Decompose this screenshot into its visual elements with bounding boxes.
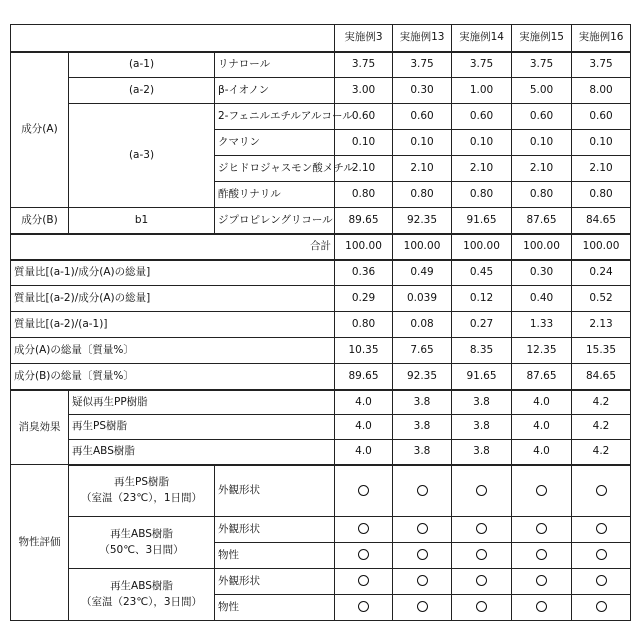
a3-name: 2-フェニルエチルアルコール: [215, 104, 335, 130]
a3-value: 2.10: [335, 156, 393, 182]
ratio-value: 2.13: [572, 312, 631, 338]
property-resin: 再生PS樹脂: [114, 476, 169, 488]
deodorant-value: 4.2: [572, 440, 631, 465]
a1-value: 3.75: [572, 52, 631, 78]
row-a2: [11, 78, 631, 104]
header-col-5: 実施例16: [572, 25, 631, 52]
property-item: 外観形状: [215, 569, 335, 595]
pass-mark-icon: [512, 595, 572, 621]
b1-value: 89.65: [335, 208, 393, 234]
ratio-value: 12.35: [512, 338, 572, 364]
deodorant-value: 3.8: [452, 415, 512, 440]
row-b1: [11, 208, 631, 234]
a2-value: 1.00: [452, 78, 512, 104]
pass-mark-icon: [335, 569, 393, 595]
ratio-value: 0.12: [452, 286, 512, 312]
pass-mark-icon: [452, 569, 512, 595]
ratio-value: 0.30: [512, 260, 572, 286]
header-blank-cell: [11, 25, 335, 52]
property-item: 外観形状: [215, 517, 335, 543]
row-ratio-2: [11, 286, 631, 312]
ratio-label: 質量比[(a-2)/成分(A)の総量]: [11, 286, 335, 312]
a3-value: 0.80: [452, 182, 512, 208]
ratio-label: 質量比[(a-2)/(a-1)]: [11, 312, 335, 338]
a3-name: 酢酸リナリル: [215, 182, 335, 208]
a3-name: クマリン: [215, 130, 335, 156]
deodorant-value: 4.0: [335, 390, 393, 415]
a3-value: 0.60: [393, 104, 452, 130]
b1-code: b1: [69, 208, 215, 234]
property-resin: 再生ABS樹脂: [110, 580, 173, 592]
row-total: [11, 234, 631, 260]
a3-value: 2.10: [512, 156, 572, 182]
pass-mark-icon: [335, 543, 393, 569]
pass-mark-icon: [512, 465, 572, 517]
total-value: 100.00: [335, 234, 393, 260]
header-col-3: 実施例14: [452, 25, 512, 52]
a3-value: 0.10: [335, 130, 393, 156]
property-item: 物性: [215, 595, 335, 621]
ratio-value: 15.35: [572, 338, 631, 364]
property-condition: （室温（23℃），1日間）: [81, 492, 202, 504]
ratio-value: 87.65: [512, 364, 572, 390]
a3-value: 0.10: [452, 130, 512, 156]
deodorant-value: 4.0: [512, 415, 572, 440]
row-property-2: [11, 517, 631, 543]
composition-table: [10, 24, 631, 621]
ratio-value: 0.40: [512, 286, 572, 312]
a3-value: 0.10: [572, 130, 631, 156]
component-a-label: 成分(A): [11, 52, 69, 208]
a1-value: 3.75: [512, 52, 572, 78]
header-col-4: 実施例15: [512, 25, 572, 52]
b1-value: 84.65: [572, 208, 631, 234]
deodorant-resin: 再生PS樹脂: [69, 415, 335, 440]
a2-value: 8.00: [572, 78, 631, 104]
property-condition-3: [69, 569, 215, 621]
ratio-value: 0.49: [393, 260, 452, 286]
ratio-value: 89.65: [335, 364, 393, 390]
a1-value: 3.75: [393, 52, 452, 78]
header-col-2: 実施例13: [393, 25, 452, 52]
row-ratio-4: [11, 338, 631, 364]
a3-value: 0.80: [572, 182, 631, 208]
pass-mark-icon: [512, 517, 572, 543]
ratio-value: 0.45: [452, 260, 512, 286]
pass-mark-icon: [452, 595, 512, 621]
a3-value: 0.60: [452, 104, 512, 130]
deodorant-value: 3.8: [393, 415, 452, 440]
deodorant-value: 3.8: [393, 440, 452, 465]
row-deodorant-3: [11, 440, 631, 465]
pass-mark-icon: [335, 517, 393, 543]
property-item: 物性: [215, 543, 335, 569]
total-value: 100.00: [512, 234, 572, 260]
a2-code: (a-2): [69, 78, 215, 104]
deodorant-value: 4.0: [335, 440, 393, 465]
a3-name: ジヒドロジャスモン酸メチル: [215, 156, 335, 182]
property-condition-2: [69, 517, 215, 569]
b1-name: ジプロピレングリコール: [215, 208, 335, 234]
pass-mark-icon: [393, 595, 452, 621]
ratio-value: 91.65: [452, 364, 512, 390]
property-condition: （室温（23℃），3日間）: [81, 596, 202, 608]
a2-name: β-イオノン: [215, 78, 335, 104]
ratio-value: 0.24: [572, 260, 631, 286]
ratio-value: 8.35: [452, 338, 512, 364]
row-a3-1: [11, 104, 631, 130]
a2-value: 3.00: [335, 78, 393, 104]
row-ratio-1: [11, 260, 631, 286]
pass-mark-icon: [452, 465, 512, 517]
data-sheet: [0, 0, 640, 640]
deodorant-value: 4.0: [512, 440, 572, 465]
ratio-value: 0.52: [572, 286, 631, 312]
ratio-value: 1.33: [512, 312, 572, 338]
deodorant-resin: 再生ABS樹脂: [69, 440, 335, 465]
pass-mark-icon: [572, 465, 631, 517]
pass-mark-icon: [452, 517, 512, 543]
ratio-value: 0.36: [335, 260, 393, 286]
pass-mark-icon: [393, 543, 452, 569]
ratio-label: 成分(B)の総量〔質量%〕: [11, 364, 335, 390]
a3-value: 0.60: [335, 104, 393, 130]
ratio-value: 0.29: [335, 286, 393, 312]
ratio-value: 92.35: [393, 364, 452, 390]
deodorant-value: 4.2: [572, 390, 631, 415]
pass-mark-icon: [512, 543, 572, 569]
a3-value: 2.10: [393, 156, 452, 182]
row-property-1: [11, 465, 631, 517]
ratio-value: 0.80: [335, 312, 393, 338]
property-condition: （50℃、3日間）: [99, 544, 183, 556]
ratio-value: 0.27: [452, 312, 512, 338]
deodorant-value: 4.2: [572, 415, 631, 440]
total-value: 100.00: [452, 234, 512, 260]
total-label: 合計: [11, 234, 335, 260]
pass-mark-icon: [452, 543, 512, 569]
deodorant-label: 消臭効果: [11, 390, 69, 465]
deodorant-resin: 疑似再生PP樹脂: [69, 390, 335, 415]
a3-code: (a-3): [69, 104, 215, 208]
row-deodorant-1: [11, 390, 631, 415]
a3-value: 0.10: [393, 130, 452, 156]
pass-mark-icon: [572, 543, 631, 569]
a2-value: 0.30: [393, 78, 452, 104]
b1-value: 87.65: [512, 208, 572, 234]
property-label: 物性評価: [11, 465, 69, 621]
deodorant-value: 4.0: [335, 415, 393, 440]
ratio-value: 0.039: [393, 286, 452, 312]
pass-mark-icon: [572, 517, 631, 543]
row-property-4: [11, 569, 631, 595]
row-ratio-3: [11, 312, 631, 338]
row-deodorant-2: [11, 415, 631, 440]
total-value: 100.00: [572, 234, 631, 260]
property-condition-1: [69, 465, 215, 517]
a3-value: 2.10: [572, 156, 631, 182]
a3-value: 0.60: [512, 104, 572, 130]
a3-value: 0.80: [335, 182, 393, 208]
pass-mark-icon: [572, 595, 631, 621]
row-ratio-5: [11, 364, 631, 390]
a3-value: 0.10: [512, 130, 572, 156]
b1-value: 91.65: [452, 208, 512, 234]
deodorant-value: 3.8: [452, 390, 512, 415]
pass-mark-icon: [393, 465, 452, 517]
ratio-value: 0.08: [393, 312, 452, 338]
deodorant-value: 3.8: [393, 390, 452, 415]
deodorant-value: 4.0: [512, 390, 572, 415]
ratio-value: 84.65: [572, 364, 631, 390]
a1-code: (a-1): [69, 52, 215, 78]
pass-mark-icon: [335, 595, 393, 621]
b1-value: 92.35: [393, 208, 452, 234]
ratio-value: 10.35: [335, 338, 393, 364]
a3-value: 0.60: [572, 104, 631, 130]
a3-value: 0.80: [393, 182, 452, 208]
property-item: 外観形状: [215, 465, 335, 517]
row-a1: [11, 52, 631, 78]
a1-value: 3.75: [335, 52, 393, 78]
deodorant-value: 3.8: [452, 440, 512, 465]
pass-mark-icon: [335, 465, 393, 517]
ratio-label: 質量比[(a-1)/成分(A)の総量]: [11, 260, 335, 286]
header-col-1: 実施例3: [335, 25, 393, 52]
pass-mark-icon: [572, 569, 631, 595]
pass-mark-icon: [512, 569, 572, 595]
a3-value: 2.10: [452, 156, 512, 182]
pass-mark-icon: [393, 569, 452, 595]
ratio-label: 成分(A)の総量〔質量%〕: [11, 338, 335, 364]
a1-value: 3.75: [452, 52, 512, 78]
header-row: [11, 25, 631, 52]
a1-name: リナロール: [215, 52, 335, 78]
a3-value: 0.80: [512, 182, 572, 208]
total-value: 100.00: [393, 234, 452, 260]
property-resin: 再生ABS樹脂: [110, 528, 173, 540]
a2-value: 5.00: [512, 78, 572, 104]
component-b-label: 成分(B): [11, 208, 69, 234]
ratio-value: 7.65: [393, 338, 452, 364]
pass-mark-icon: [393, 517, 452, 543]
